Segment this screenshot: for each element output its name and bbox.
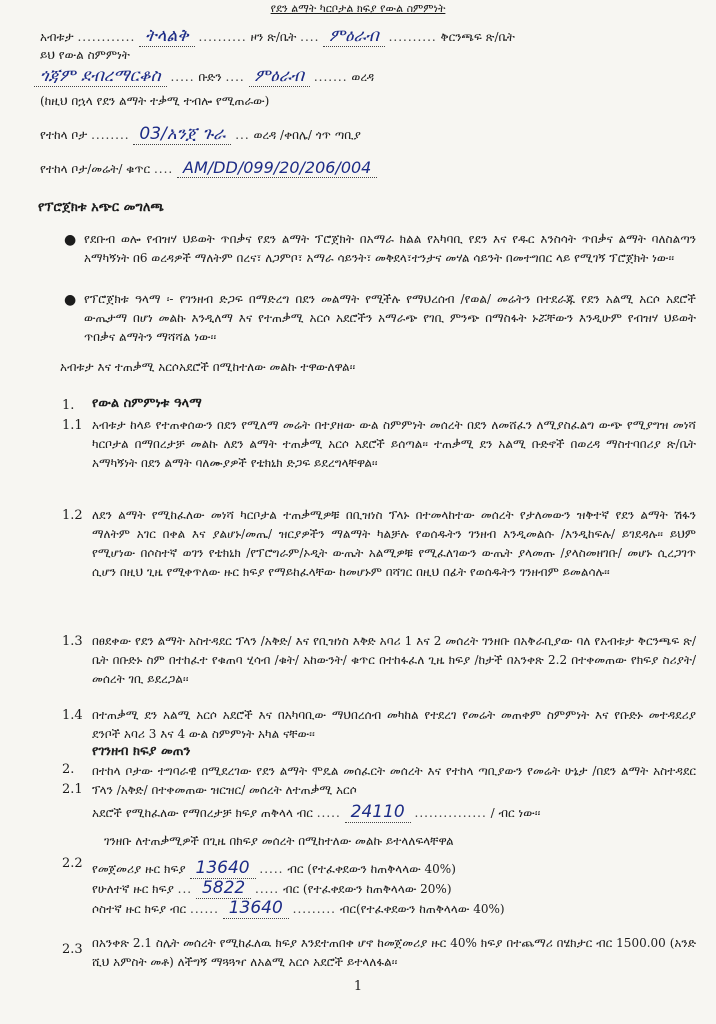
payment-row-label: ሶስተኛ ዙር ክፍያ ብር [92,902,187,916]
item-1-3-text: በፀደቀው የደን ልማት አስተዳደር ፕላን /አቅድ/ እና የቢዝነስ እቅድ አባሪ 1 እና 2 መሰረት ገንዘቡ በአቅራቢያው ባለ የአብቱታ ቅርንጫፍ ጽ/ቤት በቡድኑ ስም በተከፈተ የቁጠባ ሂሳብ /ቁት/ አከውንት/ ቁጥር በተከፋፈለ ጊዜ ክፍያ /ከታች በአንቀጽ 2.2 በተቀመጠው የክፍያ ስሪያት/ መሰረት ገቢ ይደረጋል፡፡ [92,634,696,686]
header-woreda-label: ወረዳ [351,70,375,84]
item-2-2-number: 2.2 [62,856,83,871]
item-2-3-text: በአንቀጽ 2.1 ስሌት መሰረት የሚከፈለዉ ክፍያ እንደተጠበቀ ሆኖ ከመጀመሪያ ዙር 40% ክፍያ በተጨማሪ በሄክታር ብር 1500.00 (አንድ ሺህ አምስት መቶ) ለችግኝ ማጓጓዣ ለአልሚ አርሶ አደሮች ይተላለፋል፡፡ [92,936,696,969]
header-branch-office: ቅርንጫፍ ጽ/ቤት [440,30,515,44]
handwritten-total-amount: 24110 [345,802,411,823]
section-2-title: የገንዘብ ክፍያ መጠን [92,744,191,759]
planting-site-label: የተከላ ቦታ [40,128,88,142]
handwritten-payment-amount: 13640 [190,858,256,879]
header-zone-office: ዞን ጽ/ቤት [250,30,297,44]
handwritten-parcel-number: AM/DD/099/20/206/004 [177,158,377,178]
section-1-number: 1. [62,398,75,413]
item-2-1-amount-line: አደሮች የሚከፈለው የማበረታቻ ክፍያ ጠቅላላ ብር ..... 24110 ............... / ብር ነው፡፡ [92,802,541,822]
planting-site-line: የተከላ ቦታ ........ 03/አንጀ ጉራ ... ወረዳ /ቀበሌ/ ጎጥ ጣቢያ [40,124,361,144]
handwritten-payment-amount: 13640 [223,898,289,919]
header-line-1: አብቱታ ............ ትላልቅ .......... ዞን ጽ/ቤት .... ምዕራብ .......... ቅርንጫፍ ጽ/ቤት [40,26,515,46]
header-prefix: አብቱታ [40,30,74,44]
handwritten-planting-site: 03/አንጀ ጉራ [133,124,231,145]
payment-row-3: ሶስተኛ ዙር ክፍያ ብር ...... 13640 ......... ብር(የተፈቀደውን ከጠቅላላው 40%) [92,898,505,918]
header-line-4: (ከዚህ በኋላ የደን ልማት ተቃሚ ተብሎ የሚጠራው) [40,94,270,108]
item-1-4-text: በተጠቃሚ ደን አልሚ አርሶ አደሮች እና በአካባቢው ማህበረሰብ መካከል የተደረገ የመሬት መጠቀም ስምምነት እና የቡድኑ መተዳደሪያ ደንቦች አባሪ 3 እና 4 ውል ስምምነት አካል ናቸው፡፡ [92,708,696,741]
bullet-icon: ● [64,232,77,248]
header-line-2: ይህ የውል ስምምነት [40,48,130,62]
header-line-3: ጎጃም ደብረማርቆስ ..... ቡድን .... ምዕራብ ....... ወረዳ [34,66,374,86]
intro-statement: አብቱታ እና ተጠቃሚ አርሶአደሮች በሚከተለው መልኩ ተዋውለዋል፡፡ [60,360,356,374]
handwritten-group-name: ጎጃም ደብረማርቆስ [34,66,167,87]
document-title: የደን ልማት ካርቦታል ክፍያ የውል ስምምነት [270,2,446,15]
item-2-2-intro: ገንዘቡ ለተጠቃሚዎች በጊዜ በክፍያ መሰረት በሚከተለው መልኩ ይተላለፍላቸዋል [104,834,454,848]
handwritten-payment-amount: 5822 [196,878,251,899]
handwritten-zone: ትላልቅ [139,26,195,47]
item-2-3-number: 2.3 [62,942,83,957]
item-1-2-number: 1.2 [62,508,83,523]
payment-row-2: የሁለተኛ ዙር ክፍያ ... 5822 ..... ብር (የተፈቀደውን ከጠቅላላው 20%) [92,878,452,898]
total-amount-suffix: / ብር ነው፡፡ [490,806,541,820]
payment-row-suffix: ብር (የተፈቀደውን ከጠቅላላው 40%) [287,862,456,876]
summary-heading: የፕሮጀክቱ አጭር መግለጫ [38,200,164,215]
bullet-icon: ● [64,292,77,308]
parcel-number-line: የተከላ ቦታ/መሬት/ ቁጥር .... AM/DD/099/20/206/004 [40,158,377,177]
header-group-label: ቡድን [198,70,222,84]
parcel-number-label: የተከላ ቦታ/መሬት/ ቁጥር [40,162,151,176]
summary-bullet-2: የፕሮጀክቱ ዓላማ ፡- የገንዘብ ድጋፍ በማድረግ በደን መልማት የሚችሉ የማህረሰብ /የወል/ መሬትን በተደራጁ የደን አልሚ አርሶ አደሮች ውጤታማ በሆነ መልኩ እንዲለማ እና የተጠቃሚ አርሶ አደሮችን አማራጭ የገቢ ምንጭ በማስፋት ኑሯቸውን እንዲሁም የብዝሃ ህይወት ጥበቃና ልማትን ማሻሻል ነው፡፡ [84,292,696,344]
planting-site-suffix: ወረዳ /ቀበሌ/ ጎጥ ጣቢያ [253,128,361,142]
item-2-1-number: 2.1 [62,782,83,797]
section-1-title: የውል ስምምነቱ ዓላማ [92,396,202,411]
payment-row-label: የመጀመሪያ ዙር ክፍያ [92,862,186,876]
payment-row-suffix: ብር(የተፈቀደውን ከጠቅላላው 40%) [339,902,505,916]
total-amount-label: አደሮች የሚከፈለው የማበረታቻ ክፍያ ጠቅላላ ብር [92,806,313,820]
handwritten-woreda: ምዕራብ [249,66,310,87]
item-1-1-text: አብቱታ ከላይ የተጠቀሰውን በደን የሚለማ መሬት በተያዘው ውል ስምምነት መሰረት በደን ለመሸፈን ለሚያስፈልግ ውጭ የሚያግዝ መነሻ ካርቦታል በማበረታቻ መልኩ ለደን ልማት ተጠቃሚ አርሶ አደሮች ይሰጣል፡፡ ተጠቃሚ ደን አልሚ ቡድኖች በወረዳ ማስተባበሪያ ጽ/ቤት አማካኝነት በደን ልማት ባለሙያዎች የቴክኒክ ድጋፍ ይደረግላቸዋል፡፡ [92,418,696,470]
payment-row-suffix: ብር (የተፈቀደውን ከጠቅላላው 20%) [282,882,452,896]
summary-bullet-1: የደቡብ ወሎ የብዝሃ ህይወት ጥበቃና የደን ልማት ፕሮጀክት በአማራ ክልል የአካባቢ የደን እና የዱር እንስሳት ጥበቃና ልማት ባለስልጣን አማካኝነት በ6 ወረዳዎች ማለትም በረና፣ ለጋምቦ፣ አማራ ሳይንት፣ መቅደላ፣ተንታና መሃል ሳይንት በመተግበር ላይ የሚገኝ ፕሮጀክት ነው፡፡ [84,232,696,265]
item-1-1-number: 1.1 [62,418,83,433]
item-1-2-text: ለደን ልማት የሚከፈለው መነሻ ካርቦታል ተጠቃሚዎቹ በቢዝነስ ፕላኑ በተመላከተው መሰረት የታለመውን ዝቅተኛ የደን ልማት ሽፋን ማለትም አገር በቀል እና ያልሆኑ/መጤ/ ዝርያዎችን ማልማት ካልቻሉ የወሰዱትን ገንዘብ እንዲመልሱ /እንዲከፍሉ/ ይገደዳሉ፡፡ ይህም የሚሆነው በሶስተኛ ወገን የቴክኒክ /የፕሮግራም/ኦዲት ውጤት አልሚዎቹ የሚፈለገውን ውጤት ያላመጡ /ያላስመዘገቡ/ መሆኑ ሲረጋገጥ ሲሆን በዚህ ጊዜ የሚቀጥለው ዙር ክፍያ የማይከፈላቸው ከመሆኑም በሻገር በዚህ በፊት የወሰዱትን ገንዘብም ይመልሳሉ፡፡ [92,508,696,579]
payment-row-1: የመጀመሪያ ዙር ክፍያ 13640 ..... ብር (የተፈቀደውን ከጠቅላላው 40%) [92,858,456,878]
page-number: 1 [353,979,363,994]
item-2-1-text: በተከላ ቦታው ተግባራዊ በሚደረገው የደን ልማት ሞዴል መሰፈርት መሰረት እና የተከላ ጣቢያውን የመሬት ሁኔታ /በደን ልማት አስተዳደር ፕላን /አቅድ/ በተቀመጠው ዝርዝር/ መሰረት ለተጠቃሚ አርሶ [92,764,696,797]
item-1-4-number: 1.4 [62,708,83,723]
handwritten-branch: ምዕራብ [323,26,384,47]
item-1-3-number: 1.3 [62,634,83,649]
section-2-number: 2. [62,762,75,777]
payment-row-label: የሁለተኛ ዙር ክፍያ [92,882,174,896]
